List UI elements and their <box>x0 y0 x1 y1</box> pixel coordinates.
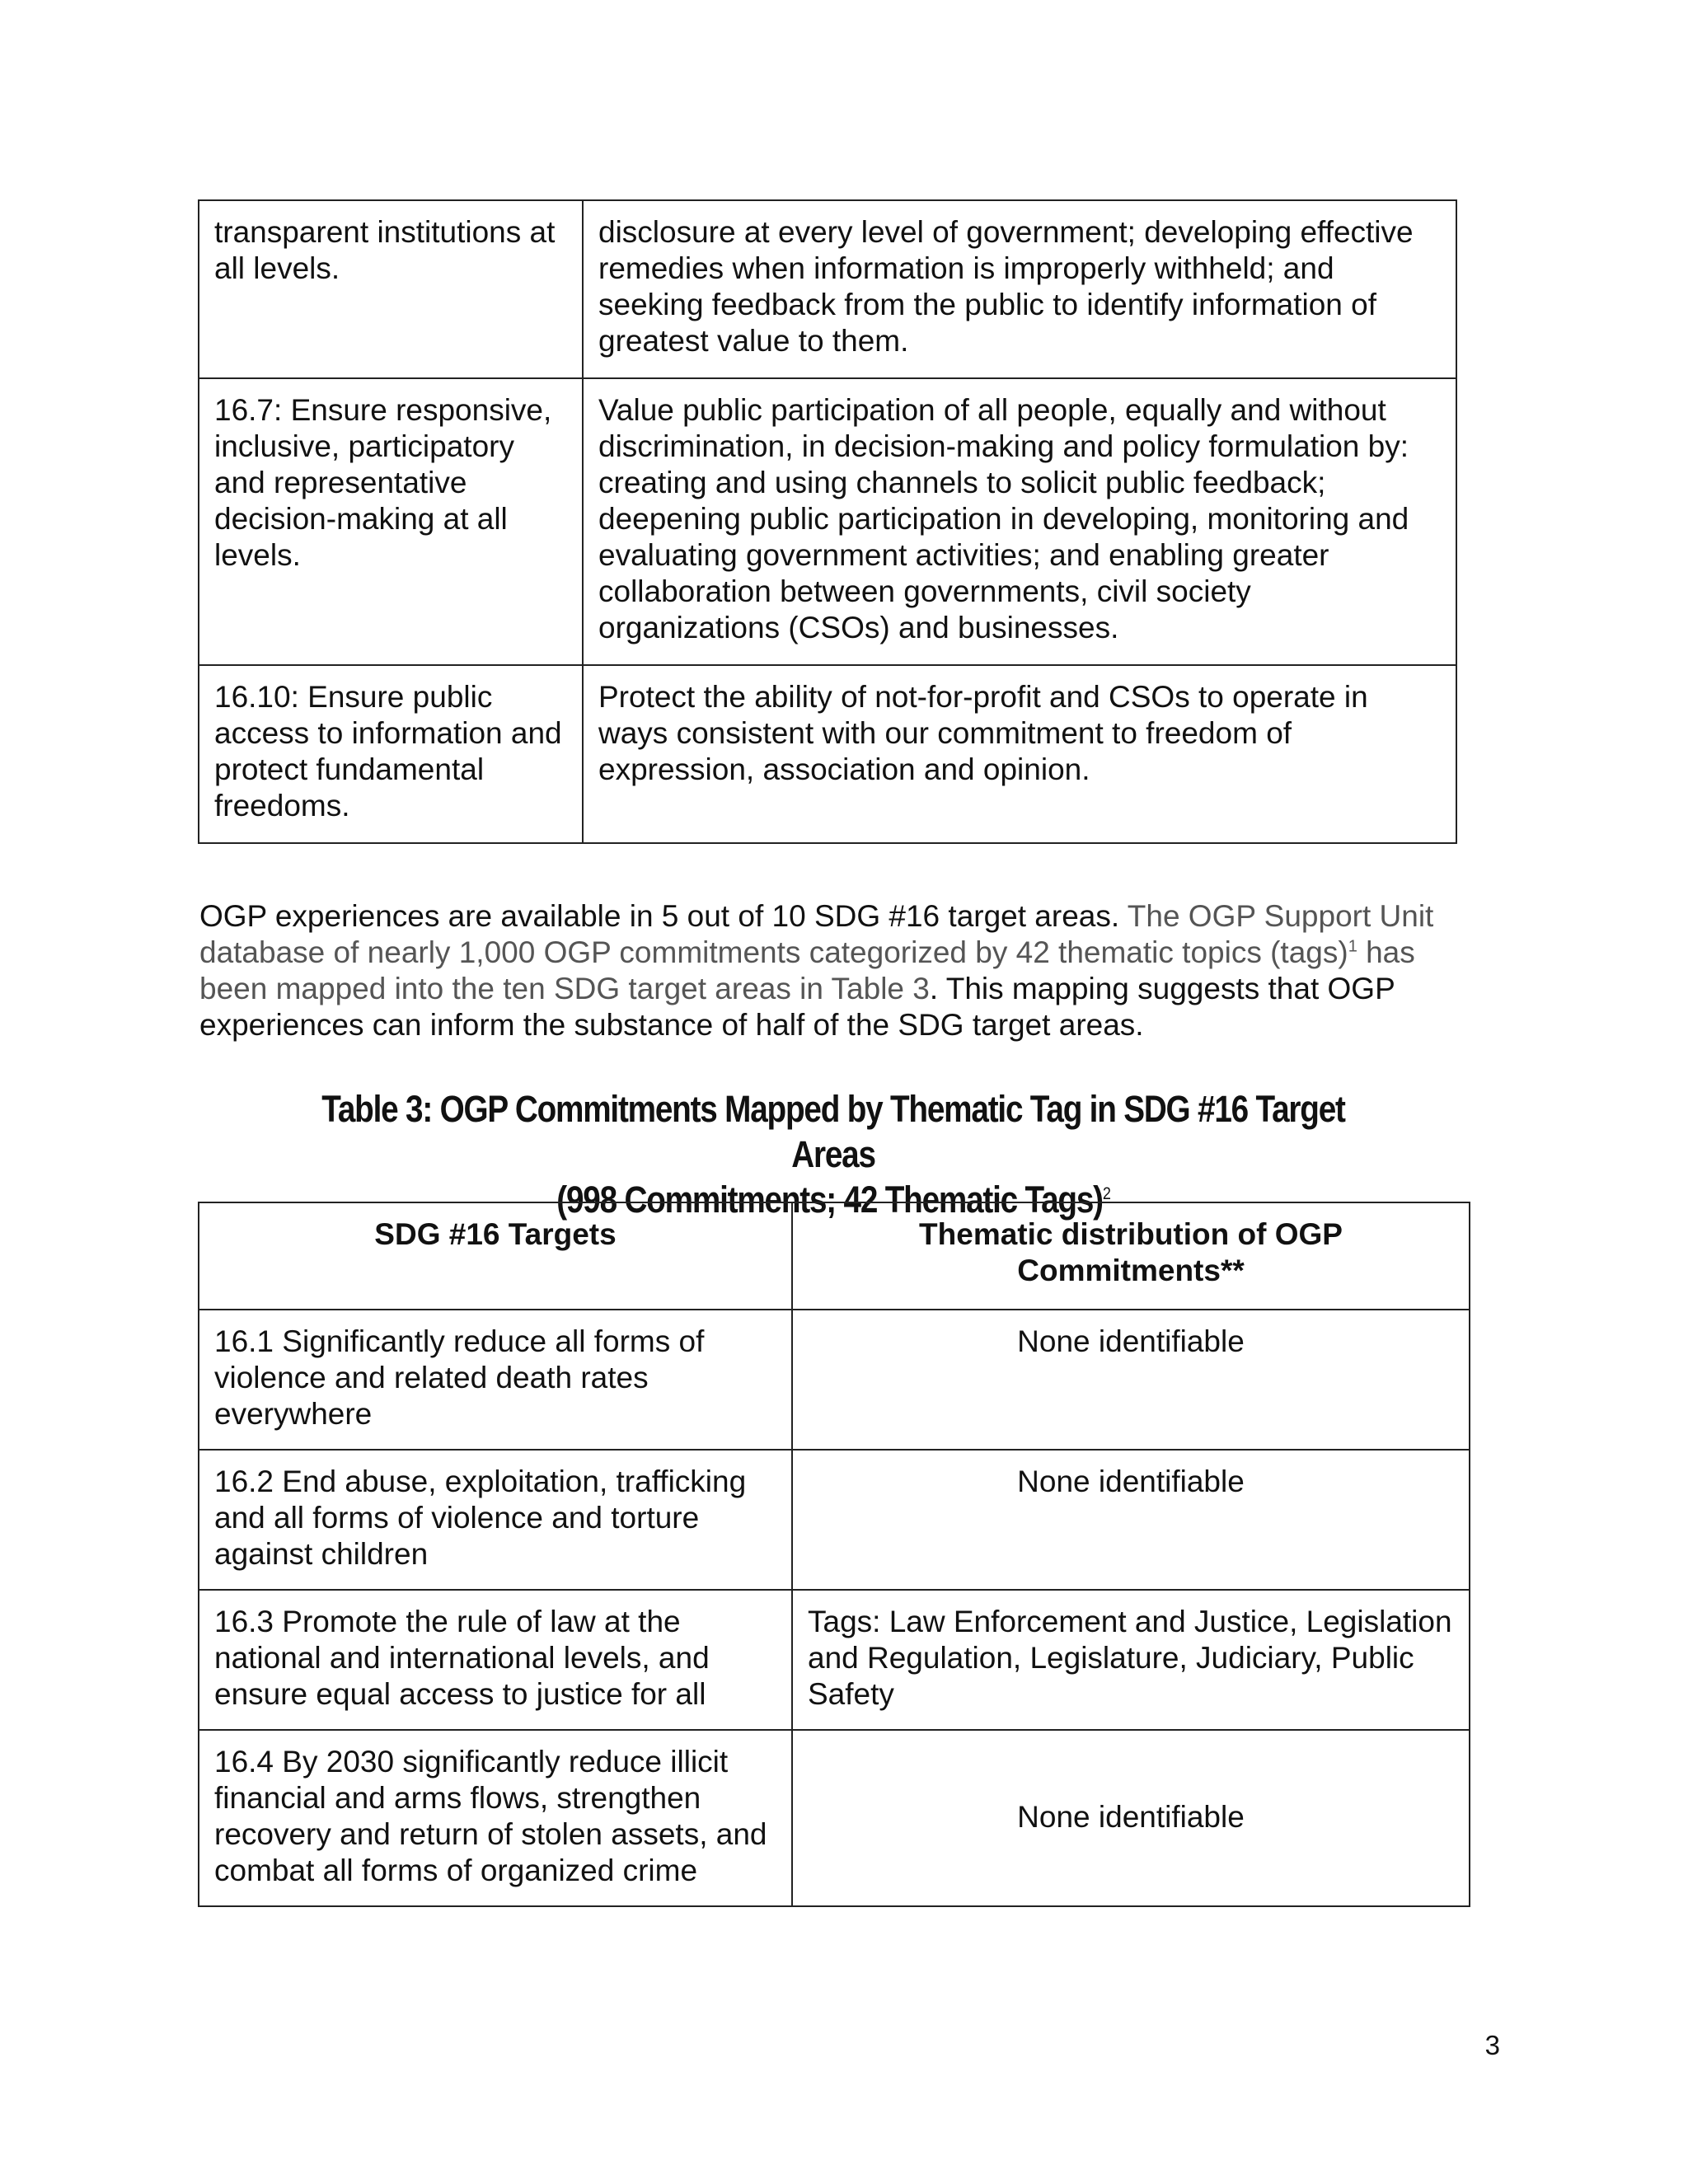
table-row <box>199 200 1456 378</box>
table-row <box>199 1590 1470 1730</box>
intro-database-text: The OGP Support Unit database of nearly 1,000 OGP commitments categorized by 42 thematic topics (tags) <box>199 899 1434 969</box>
caption-line-1: Table 3: OGP Commitments Mapped by Thematic Tag in SDG #16 Target Areas <box>321 1088 1345 1175</box>
intro-conclusion-text: . This mapping suggests that OGP experiences can inform the substance of half of the SDG target areas. <box>199 972 1395 1042</box>
table-row <box>199 1450 1470 1590</box>
intro-paragraph <box>199 898 1452 1043</box>
target-cell: 16.3 Promote the rule of law at the national and international levels, and ensure equal access to justice for all <box>199 1590 792 1730</box>
target-cell: 16.7: Ensure responsive, inclusive, participatory and representative decision-making at all levels. <box>199 378 583 665</box>
target-cell: 16.1 Significantly reduce all forms of violence and related death rates everywhere <box>199 1310 792 1450</box>
distribution-cell: None identifiable <box>792 1730 1470 1906</box>
distribution-cell: None identifiable <box>792 1310 1470 1450</box>
table-header-row <box>199 1202 1470 1310</box>
target-cell: transparent institutions at all levels. <box>199 200 583 378</box>
description-cell: disclosure at every level of government; developing effective remedies when information is improperly withheld; and seeking feedback from the public to identify information of greatest value to them. <box>583 200 1456 378</box>
commitments-table-continued <box>198 199 1457 844</box>
intro-text: OGP experiences are available in 5 out of 10 SDG #16 target areas. <box>199 899 1128 933</box>
page-number: 3 <box>1484 2030 1500 2060</box>
distribution-cell: None identifiable <box>792 1450 1470 1590</box>
sdg-targets-table <box>198 1202 1470 1907</box>
table-row <box>199 378 1456 665</box>
description-cell: Protect the ability of not-for-profit and CSOs to operate in ways consistent with our commitment to freedom of expression, association and opinion. <box>583 665 1456 843</box>
column-header-distribution: Thematic distribution of OGP Commitments** <box>792 1202 1470 1310</box>
footnote-marker: 1 <box>1348 937 1357 956</box>
target-cell: 16.4 By 2030 significantly reduce illicit financial and arms flows, strengthen recovery and return of stolen assets, and combat all forms of organized crime <box>199 1730 792 1906</box>
footnote-marker: 2 <box>1102 1184 1110 1203</box>
description-cell: Value public participation of all people, equally and without discrimination, in decision-making and policy formulation by: creating and using channels to solicit public feedback; deepening public participation in developing, monitoring and evaluating government activities; and enabling greater collaboration between governments, civil society organizations (CSOs) and businesses. <box>583 378 1456 665</box>
target-cell: 16.2 End abuse, exploitation, trafficking and all forms of violence and torture against children <box>199 1450 792 1590</box>
column-header-targets: SDG #16 Targets <box>199 1202 792 1310</box>
table-row <box>199 1310 1470 1450</box>
intro-mapping-text: has been mapped into the ten SDG target areas in Table 3 <box>199 935 1415 1005</box>
distribution-cell: Tags: Law Enforcement and Justice, Legislation and Regulation, Legislature, Judiciary, Public Safety <box>792 1590 1470 1730</box>
table-row <box>199 665 1456 843</box>
table-row <box>199 1730 1470 1906</box>
caption-line-2: (998 Commitments; 42 Thematic Tags) <box>556 1179 1103 1221</box>
target-cell: 16.10: Ensure public access to information and protect fundamental freedoms. <box>199 665 583 843</box>
